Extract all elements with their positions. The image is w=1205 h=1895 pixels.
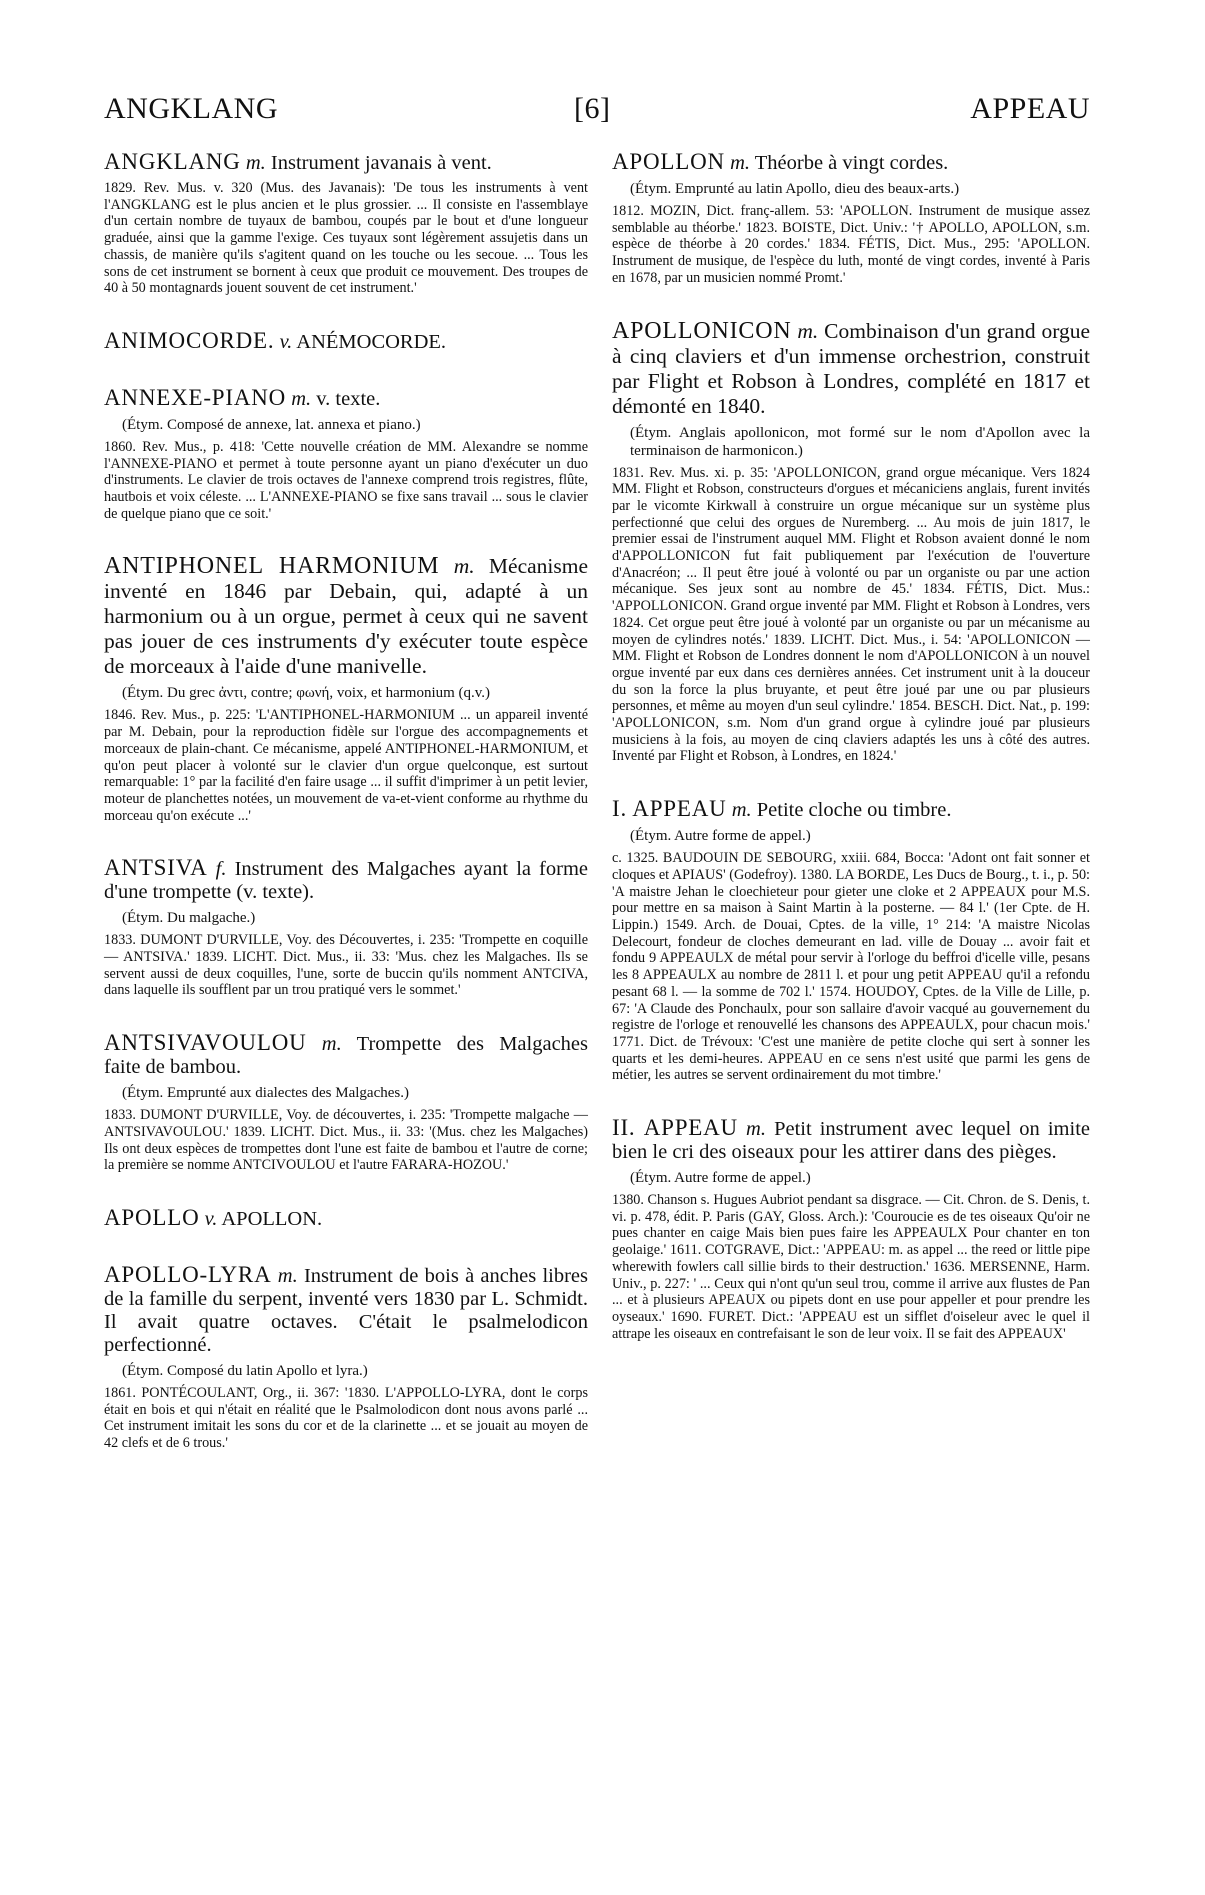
cross-reference: ANÉMOCORDE. <box>296 330 447 353</box>
entry-apollo <box>104 1206 588 1231</box>
gram-label: m. <box>277 1264 298 1287</box>
citations: c. 1325. BAUDOUIN DE SEBOURG, xxiii. 684, Bocca: 'Adont ont fait sonner et cloques et APIAUS' (Godefroy). 1380. LA BORDE, Les Ducs de Bourg., t. i., p. 50: 'A maistre Jehan le cloechieteur pour gieter une cloke et 2 APPEAUX pour M.S. pour mettre en sa maison à Saint Martin à la posterne. — 84 l.' (1er Cpte. de H. Lippin.) 1549. Arch. de Douai, Cptes. de la ville, 1° 214: 'A maistre Nicolas Delecourt, fondeur de cloches demeurant en lad. ville de Douay ... avoir fait et fondu 9 APPEAULX de métal pour servir à l'orloge du beffroi d'icelle ville, pesans les 8 APPEAULX au nombre de 2811 l. et pour ung petit APPEAU qu'il a refondu pesant 68 l. — la somme de 702 l.' 1574. HOUDOY, Cptes. de la Ville de Lille, p. 67: 'A Claude des Ponchaulx, pour son sallaire d'avoir vacqué au gouvernement du registre de l'orloge et renouvellé les chansons des APPEAULX, pour chacun mois.' 1771. Dict. de Trévoux: 'C'est une manière de petite cloche qui sert à sonner les quarts et les demi-heures. APPEAU en ce sens n'est usité que parmi les gens de métier, les autres se servent ordinairement du mot timbre.' <box>612 850 1090 1084</box>
gram-label: m. <box>321 1033 342 1056</box>
entry-antiphonel-harmonium <box>104 554 588 824</box>
entry-apollonicon <box>612 319 1090 766</box>
etymology: (Étym. Du grec ἀντι, contre; φωνή, voix, et harmonium (q.v.) <box>122 685 491 702</box>
definition: Mécanisme inventé en 1846 par Debain, qui, adapté à un harmonium ou à un orgue, permet à ceux qui ne savent pas jouer de ces instruments d'y exécuter toute espèce de morceaux à l'aide d'une manivelle. <box>104 554 589 679</box>
etymology: (Étym. Emprunté au latin Apollo, dieu des beaux-arts.) <box>630 181 960 197</box>
definition: Théorbe à vingt cordes. <box>754 152 949 174</box>
entry-annexe-piano <box>104 386 588 523</box>
entry-appeau-2 <box>612 1116 1090 1342</box>
headword: ANTSIVAVOULOU <box>104 1030 307 1056</box>
entry-appeau-1 <box>612 797 1090 1084</box>
etymology: (Étym. Composé de annexe, lat. annexa et piano.) <box>122 416 421 433</box>
citations: 1829. Rev. Mus. v. 320 (Mus. des Javanais): 'De tous les instruments à vent l'ANGKLANG est le plus ancien et le plus grossier. ... Il consiste en l'assemblaye d'un certain nombre de tuyaux de bambou, coupés par le bout et d'une longueur graduée, ainsi que la gamme l'exige. Ces tuyaux sont légèrement assujetis dans un chassis, de manière qu'ils s'agitent quand on les touche ou les secoue. ... Tous les sons de cet instrument se bornent à ceux que produit ce mouvement. Des troupes de 40 à 50 montagnards jouent souvent de cet instrument.' <box>104 180 588 297</box>
headword: I. APPEAU <box>612 796 727 822</box>
headword: ANTIPHONEL HARMONIUM <box>104 553 440 580</box>
gram-label: v. <box>279 330 293 353</box>
citations: 1833. DUMONT D'URVILLE, Voy. de découvertes, i. 235: 'Trompette malgache — ANTSIVAVOULOU.' 1839. LICHT. Dict. Mus., ii. 33: '(Mus. chez les Malgaches) Ils ont deux espèces de trompettes dont l'une est faite de bambou et l'autre de corne; la première se nomme ANTCIVOULOU et l'autre FARARA-HOZOU.' <box>104 1107 588 1174</box>
etymology: (Étym. Anglais apollonicon, mot formé sur le nom d'Apollon avec la terminaison de harmonicon.) <box>630 424 1090 459</box>
citations: 1846. Rev. Mus., p. 225: 'L'ANTIPHONEL-HARMONIUM ... un appareil inventé par M. Debain, pour la reproduction fidèle sur l'orgue des accompagnements et morceaux de plain-chant. Ce mécanisme, appelé ANTIPHONEL-HARMONIUM, et qu'on peut placer à volonté sur le clavier d'un orgue quelconque, est surtout remarquable: 1° par la facilité d'en faire usage ... il suffit d'imprimer à un petit levier, moteur de planchettes notées, un mouvement de va-et-vient conforme au rhythme du morceau qu'on exécute ...' <box>104 707 588 824</box>
definition: Combinaison d'un grand orgue à cinq claviers et d'un immense orchestrion, construit par Flight et Robson à Londres, complété en 1817 et démonté en 1840. <box>612 318 1091 418</box>
cross-reference: APOLLON. <box>221 1207 323 1230</box>
citations: 1861. PONTÉCOULANT, Org., ii. 367: '1830. L'APPOLLO-LYRA, dont le corps était en bois et qui n'était en réalité que le Psalmolodicon dont nous avons parlé ... Cet instrument imitait les sons du cor et de la clarinette ... et se jouait au moyen de 42 clefs et de 6 trous.' <box>104 1384 588 1452</box>
definition: Petite cloche ou timbre. <box>756 799 952 822</box>
definition: v. texte. <box>316 387 381 410</box>
headword: II. APPEAU <box>612 1115 738 1141</box>
gram-label: m. <box>731 799 752 822</box>
etymology: (Étym. Autre forme de appel.) <box>630 1170 811 1187</box>
etymology: (Étym. Emprunté aux dialectes des Malgaches.) <box>122 1085 409 1102</box>
gram-label: m. <box>730 152 750 174</box>
gram-label: m. <box>746 1118 766 1141</box>
etymology: (Étym. Autre forme de appel.) <box>630 828 811 845</box>
citations: 1831. Rev. Mus. xi. p. 35: 'APOLLONICON, grand orgue mécanique. Vers 1824 MM. Flight et Robson, constructeurs d'orgues et mécaniciens anglais, furent invités par le vicomte Kirkwall à construire un orgue mécanique sur un système plus perfectionné que celui des orgues de Nuremberg. ... Au mois de juin 1817, le premier essai de l'instrument auquel MM. Flight et Robson avaient donné le nom d'APPOLLONICON fut fait publiquement par l'exécution de l'ouverture d'Anacréon; ... Il peut être joué à volonté ou par un organiste ou par une action mécanique. Ses jeux sont au nombre de 45.' 1834. FÉTIS, Dict. Mus.: 'APPOLLONICON. Grand orgue inventé par MM. Flight et Robson à Londres, vers 1824. Cet orgue peut être joué à volonté par un organiste ou par un mécanisme au moyen de cylindres notés.' 1839. LICHT. Dict. Mus., i. 54: 'APOLLONICON — MM. Flight et Robson de Londres donnent le nom d'APOLLONICON à un nouvel orgue inventé par eux dans ces dernières années. Cet instrument unit à la douceur du son la force la plus bruyante, et peut être joué par une ou par plusieurs personnes, et même au moyen d'un seul cylindre.' 1854. BESCH. Dict. Nat., p. 199: 'APOLLONICON, s.m. Nom d'un grand orgue à cylindre joué par plusieurs musiciens à la fois, au moyen de cinq claviers adaptés les uns à côté des autres. Inventé par Flight et Robson, à Londres, en 1824.' <box>612 464 1090 765</box>
headword: APOLLO-LYRA <box>104 1261 272 1287</box>
gram-label: m. <box>245 152 266 174</box>
definition: Instrument de bois à anches libres de la famille du serpent, inventé vers 1830 par L. Schmidt. Il avait quatre octaves. C'était le psalmelodicon perfectionné. <box>104 1264 589 1356</box>
gram-label: v. <box>204 1207 218 1230</box>
left-column <box>104 150 588 1452</box>
definition: Instrument javanais à vent. <box>270 152 492 174</box>
running-head-left: ANGKLANG <box>104 92 278 125</box>
page-number: [6] <box>574 92 611 125</box>
entry-antsivavoulou <box>104 1031 588 1174</box>
headword: ANIMOCORDE. <box>104 327 275 353</box>
citations: 1860. Rev. Mus., p. 418: 'Cette nouvelle création de MM. Alexandre se nomme l'ANNEXE-PIANO et permet à toute personne ayant un piano d'exécuter un duo d'instruments. Le clavier de trois octaves de l'annexe comprend trois registres, flûte, hautbois et voix céleste. ... L'ANNEXE-PIANO se fixe sans travail ... sous le clavier de quelque piano que ce soit.' <box>104 438 588 522</box>
citations: 1833. DUMONT D'URVILLE, Voy. des Découvertes, i. 235: 'Trompette en coquille — ANTSIVA.' 1839. LICHT. Dict. Mus., ii. 33: 'Mus. chez les Malgaches. Ils se servent aussi de deux coquilles, l'une, sorte de buccin qu'ils nomment ANTCIVA, dans laquelle ils soufflent par un trou pratiqué vers le sommet.' <box>104 932 588 999</box>
headword: ANNEXE-PIANO <box>104 384 287 410</box>
citations: 1812. MOZIN, Dict. franç-allem. 53: 'APOLLON. Instrument de musique assez semblable au théorbe.' 1823. BOISTE, Dict. Univ.: '† APOLLO, APOLLON, s.m. espèce de théorbe à 20 cordes.' 1834. FÉTIS, Dict. Mus., 295: 'APOLLON. Instrument de musique, de l'espèce du luth, monté de vingt cordes, inventé à Paris en 1678, par un musicien nommé Promt.' <box>612 203 1090 286</box>
definition: Petit instrument avec lequel on imite bien le cri des oiseaux pour les attirer dans des pièges. <box>612 1118 1090 1164</box>
headword: APOLLONICON <box>612 317 792 344</box>
etymology: (Étym. Composé du latin Apollo et lyra.) <box>122 1362 368 1379</box>
headword: ANGKLANG <box>104 149 241 174</box>
entry-animocorde <box>104 329 588 354</box>
definition: Instrument des Malgaches ayant la forme d'une trompette (v. texte). <box>104 858 589 904</box>
entry-apollon <box>612 150 1090 287</box>
gram-label: m. <box>453 554 475 579</box>
entry-apollo-lyra <box>104 1263 588 1452</box>
running-head <box>104 92 1090 132</box>
headword: APOLLO <box>104 1204 200 1230</box>
right-column <box>612 150 1090 1342</box>
definition: Trompette des Malgaches faite de bambou. <box>104 1033 588 1079</box>
gram-label: m. <box>291 387 312 410</box>
entry-antsiva <box>104 856 588 999</box>
etymology: (Étym. Du malgache.) <box>122 910 256 927</box>
headword: APOLLON <box>612 149 725 174</box>
gram-label: f. <box>215 858 227 881</box>
running-head-right: APPEAU <box>970 92 1090 125</box>
gram-label: m. <box>797 318 819 343</box>
citations: 1380. Chanson s. Hugues Aubriot pendant sa disgrace. — Cit. Chron. de S. Denis, t. vi. p. 478, édit. P. Paris (GAY, Gloss. Arch.): 'Couroucie es de tes oiseaux Qu'oir ne pues chanter en caige Mais bien pues faire les APPEAULX Pour chanter en ton geolaige.' 1611. COTGRAVE, Dict.: 'APPEAU: m. as appel ... the reed or little pipe wherewith fowlers call sillie birds to their destruction.' 1636. MERSENNE, Harm. Univ., p. 227: ' ... Ceux qui n'ont qu'un seul trou, comme il arrive aux flustes de Pan ... et à plusieurs APEAUX ou pipets dont en use pour appeller et pour prendre les oyseaux.' 1690. FURET. Dict.: 'APPEAU est un sifflet d'oiseleur avec le quel il attrape les oiseaux en contrefaisant le son de leur voix. Il se fait des APPEAUX' <box>612 1192 1090 1342</box>
headword: ANTSIVA <box>104 855 208 881</box>
entry-angklang <box>104 150 588 297</box>
